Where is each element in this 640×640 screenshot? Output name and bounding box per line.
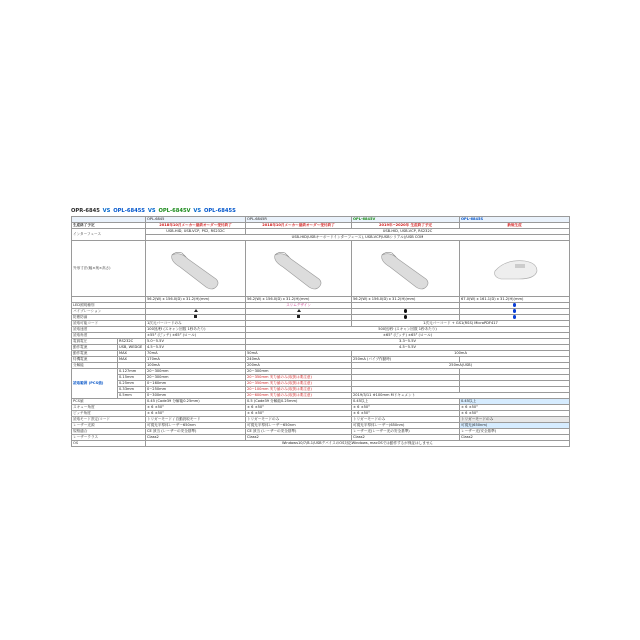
current-label: 動作電流 xyxy=(72,345,118,351)
depth-model-1-5: 0~300mm xyxy=(146,393,246,399)
depth-model-2-5: 20~600mm 実力値のみ(取扱は要注意) xyxy=(246,393,352,399)
scanner-photo-4 xyxy=(460,241,570,297)
mode-model-1: トリガーモード / 自動読取モード xyxy=(146,417,246,423)
skew-model-2: ± 6 ±50° xyxy=(246,405,352,411)
mode-model-4: トリガーモードのみ xyxy=(460,417,570,423)
header-model-1: OPL-6845 xyxy=(146,217,246,223)
pcs-model-1: 0.45 (Code39 分解能0.25mm) xyxy=(146,399,246,405)
depth-label-text: 読取範囲 (PCS値) xyxy=(73,381,104,386)
status-label: 生産終了予定 xyxy=(72,223,146,229)
code-model-34: 1次元バーコード + GS1(RSS) MicroPDF417 xyxy=(352,321,570,327)
spec-comparison-sheet xyxy=(71,216,569,446)
standby-model-2: 240mA xyxy=(246,357,352,363)
resolution-label: 分解能 xyxy=(72,363,118,369)
os-value: Windows10/7/8.1/USBデバイスのOS対応Windows, macOSでは動作するが保証はしません xyxy=(146,441,570,447)
photo-row xyxy=(72,241,570,297)
title-vs-1: VS xyxy=(102,208,111,214)
skew-model-3: ± 6 ±50° xyxy=(352,405,460,411)
depth-sub-2: 0.15mm xyxy=(118,375,146,381)
spec-table xyxy=(71,216,570,447)
status-model-2: 2018年10月メーカー最終オーダー受付終了 xyxy=(246,223,352,229)
skew-model-1: ± 6 ±50° xyxy=(146,405,246,411)
dims-model-1: 56.2(W) x 156.0(D) x 31.2(H)(mm) xyxy=(146,297,246,303)
depth-model-1-4: 0~250mm xyxy=(146,387,246,393)
voltage-model-234: 3.3~5.5V xyxy=(246,339,570,345)
current-model-1: 4.5~5.5V xyxy=(146,345,246,351)
header-model-4: OPL-6845S xyxy=(460,217,570,223)
blue-dot-icon xyxy=(513,315,517,319)
standby-label: 待機電流 xyxy=(72,357,118,363)
safety-model-2: CE 該当 (レーザーの安全基準) xyxy=(246,429,352,435)
blue-dot-icon xyxy=(513,303,517,307)
pcs-model-4: 0.45以上 xyxy=(460,399,570,405)
status-model-1: 2018年10月メーカー最終オーダー受付終了 xyxy=(146,223,246,229)
scanangle-model-1: ±55° (ピッチ) ±65° (ロール) xyxy=(146,333,246,339)
drive-model-34: 100mA xyxy=(352,351,570,357)
square-icon xyxy=(297,315,300,318)
scanangle-label: 読取角度 xyxy=(72,333,146,339)
safety-label: 規格適合 xyxy=(72,429,146,435)
code-model-1: 1次元バーコードのみ xyxy=(146,321,246,327)
pcs-label: PCS値 xyxy=(72,399,146,405)
scanangle-model-234: ±65° (ピッチ) ±65° (ロール) xyxy=(246,333,570,339)
photo-label: 外形寸法(幅×奥×高さ) xyxy=(72,241,146,297)
title-vs-3: VS xyxy=(193,208,202,214)
standby-model-1: 170mA xyxy=(146,357,246,363)
safety-model-3: レーザー光(レーザー光の安全基準) xyxy=(352,429,460,435)
resolution-model-34: 250mA(USB) xyxy=(352,363,570,369)
black-dot-icon xyxy=(404,309,408,313)
triangle-icon xyxy=(194,309,198,312)
interface-note: USB-HID(USBキーボードインターフェース), USB-VCP(USBシリアル)/USB COM xyxy=(146,235,570,241)
depth-model-2-2: 20~350mm 実力値のみ(取扱は要注意) xyxy=(246,375,352,381)
blue-dot-icon xyxy=(513,309,517,313)
pcs-model-3: 0.45以上 xyxy=(352,399,460,405)
depth-model-2-1: 20~300mm xyxy=(246,369,352,375)
dims-model-3: 56.2(W) x 156.0(D) x 31.2(H)(mm) xyxy=(352,297,460,303)
pcs-model-2: 0.5 (Code39 分解能0.25mm) xyxy=(246,399,352,405)
depth-sub-5: 0.5mm xyxy=(118,393,146,399)
interface-model-234: USB-HID, USB-VCP, RS232C xyxy=(246,229,570,235)
triangle-icon xyxy=(297,309,301,312)
laserclass-model-4: Class2 xyxy=(460,435,570,441)
status-model-3: 2019年~2020年 生産終了予定 xyxy=(352,223,460,229)
depth-sub-1: 0.127mm xyxy=(118,369,146,375)
slim-note: スリムデザイン xyxy=(246,303,352,309)
title-vs-2: VS xyxy=(147,208,156,214)
drive-model-2: 50mA xyxy=(246,351,352,357)
scanner-image-3 xyxy=(376,245,436,293)
scanner-photo-1 xyxy=(146,241,246,297)
resolution-model-1: 100mA xyxy=(146,363,246,369)
sheet-title xyxy=(71,208,236,214)
standby-sub: MAX xyxy=(118,357,146,363)
pitch-model-3: ± 6 ±50° xyxy=(352,411,460,417)
current-sub: USB, WEDGE xyxy=(118,345,146,351)
voltage-sub: RS232C xyxy=(118,339,146,345)
scanner-image-2 xyxy=(269,245,329,293)
safety-model-1: CE 該当 (レーザーの安全基準) xyxy=(146,429,246,435)
scanner-photo-3 xyxy=(352,241,460,297)
laser-model-4: 可視光(650nm) xyxy=(460,423,570,429)
mode-model-3: トリガーモードのみ xyxy=(352,417,460,423)
safety-model-4: レーザー光(安全基準) xyxy=(460,429,570,435)
depth-sub-3: 0.25mm xyxy=(118,381,146,387)
pitch-model-1: ± 6 ±50° xyxy=(146,411,246,417)
depth-model-1-1: 20~300mm xyxy=(146,369,246,375)
voltage-label: 電源電圧 xyxy=(72,339,118,345)
square-icon xyxy=(194,315,197,318)
depth-note: 2019/3/11 ※100mm Mドキュメント xyxy=(352,393,570,399)
interface-model-1: USB-HID, USB-VCP, PS2, RS232C xyxy=(146,229,246,235)
depth-model-1-3: 0~160mm xyxy=(146,381,246,387)
resolution-model-2: 200mA xyxy=(246,363,352,369)
current-model-234: 4.5~5.5V xyxy=(246,345,570,351)
drive-sub: MAX xyxy=(118,351,146,357)
code-label: 読取可能コード xyxy=(72,321,146,327)
mode-label: 読取モード設定/コード xyxy=(72,417,146,423)
depth-label xyxy=(72,369,118,399)
title-model-3: OPL-6845V xyxy=(158,208,191,214)
drive-label: 動作電流 xyxy=(72,351,118,357)
scanner-image-1 xyxy=(166,245,226,293)
depth-model-2-4: 20~100mm 実力値のみ(取扱は要注意) xyxy=(246,387,352,393)
title-model-2: OPL-6845S xyxy=(113,208,146,214)
laserclass-model-3: Class2 xyxy=(352,435,460,441)
skew-model-4: ± 6 ±50° xyxy=(460,405,570,411)
laser-model-1: 可視光半導体レーザー650nm xyxy=(146,423,246,429)
scanrate-label: 読取速度 xyxy=(72,327,146,333)
drive-model-1: 70mA xyxy=(146,351,246,357)
pitch-model-2: ± 6 ±50° xyxy=(246,411,352,417)
os-row xyxy=(72,441,570,447)
header-model-2: OPL-6845R xyxy=(246,217,352,223)
dims-model-2: 56.2(W) x 156.0(D) x 31.2(H)(mm) xyxy=(246,297,352,303)
voltage-model-1: 5.0~5.5V xyxy=(146,339,246,345)
dims-model-4: 67.0(W) x 161.1(D) x 31.2(H)(mm) xyxy=(460,297,570,303)
header-model-3: OPL-6845V xyxy=(352,217,460,223)
laserclass-label: レーザークラス xyxy=(72,435,146,441)
scanrate-model-1: 100回/秒 (スキャン回数 1秒あたり) xyxy=(146,327,246,333)
vibration-label: バイブレーション xyxy=(72,309,146,315)
status-model-4: 新規生産 xyxy=(460,223,570,229)
scanner-photo-2 xyxy=(246,241,352,297)
os-label: OS xyxy=(72,441,146,447)
mode-model-2: トリガーモードのみ xyxy=(246,417,352,423)
pitch-model-4: ± 6 ±50° xyxy=(460,411,570,417)
laser-model-2: 可視光半導体レーザー650nm xyxy=(246,423,352,429)
scanrate-model-234: 500回/秒 (スキャン回数 1秒あたり) xyxy=(246,327,570,333)
interface-label: インターフェース xyxy=(72,229,146,241)
laserclass-model-1: Class2 xyxy=(146,435,246,441)
skew-label: スキュー角度 xyxy=(72,405,146,411)
depth-sub-4: 0.33mm xyxy=(118,387,146,393)
title-model-4: OPL-6845S xyxy=(203,208,236,214)
standby-model-3: 250mA (バイブ作動時) xyxy=(352,357,460,363)
laser-model-3: 可視光半導体レーザー(650nm) xyxy=(352,423,460,429)
black-dot-icon xyxy=(404,315,408,319)
depth-model-2-3: 20~350mm 実力値のみ(取扱は要注意) xyxy=(246,381,352,387)
laserclass-model-2: Class2 xyxy=(246,435,352,441)
led-label: LED照明種別 xyxy=(72,303,146,309)
scanner-image-4 xyxy=(485,249,545,289)
pitch-label: ピッチ角度 xyxy=(72,411,146,417)
title-model-1: OPR-6845 xyxy=(71,208,100,214)
depth-model-1-2: 20~300mm xyxy=(146,375,246,381)
stand-label: 防塵防滴 xyxy=(72,315,146,321)
laser-label: レーザー光源 xyxy=(72,423,146,429)
